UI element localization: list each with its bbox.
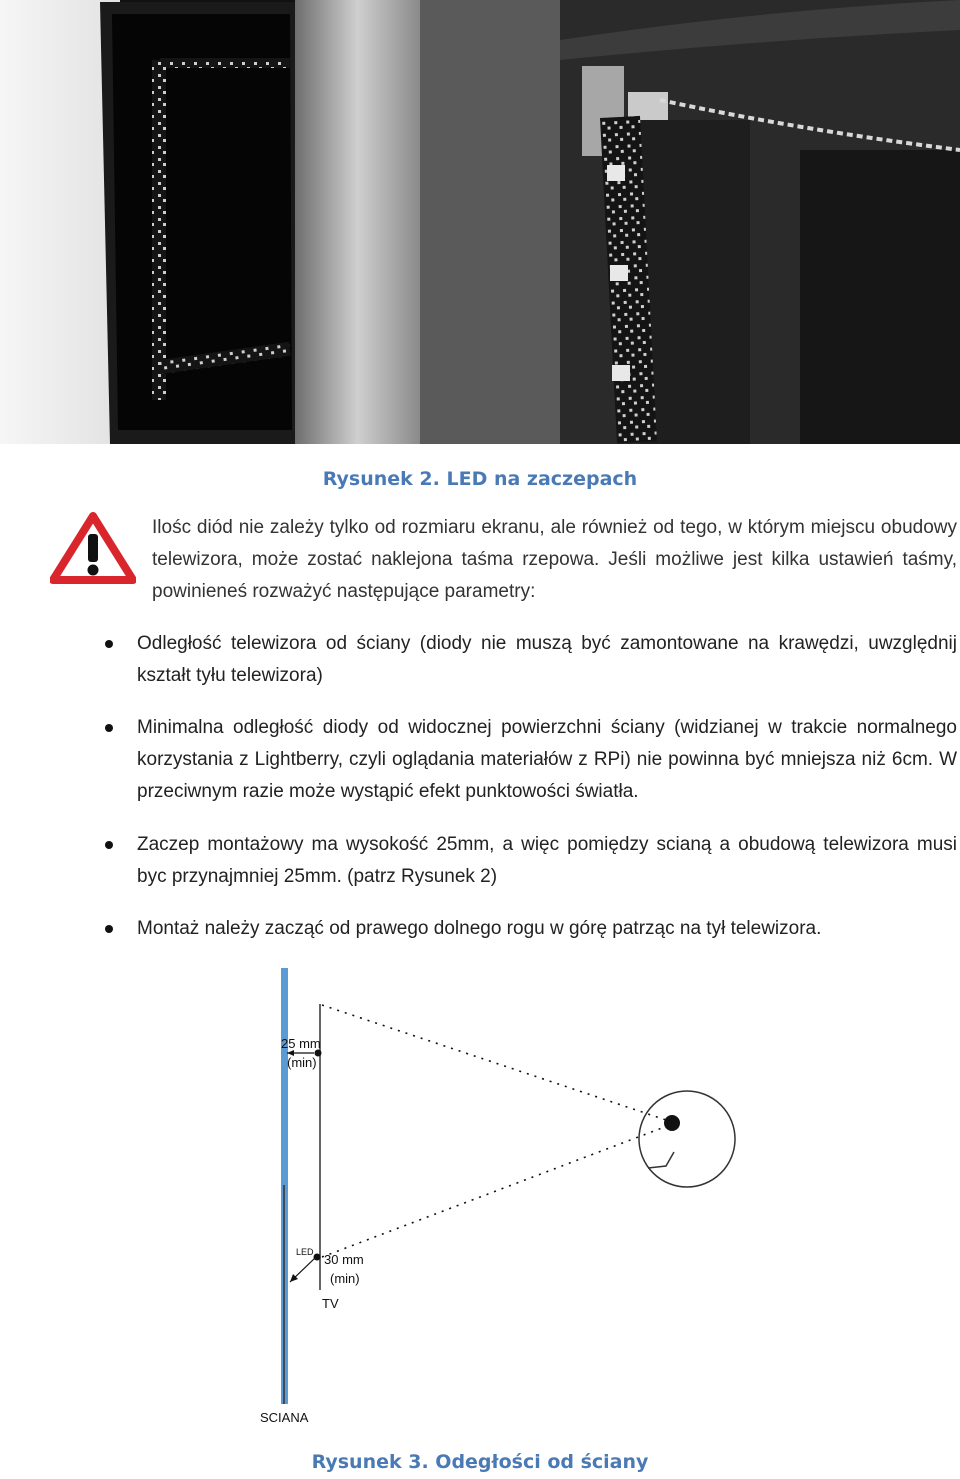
led-point [314,1254,321,1261]
led-label: LED [296,1247,314,1257]
list-item-text: Odległość telewizora od ściany (diody nie muszą być zamontowane na krawędzi, uwzględnij kształt tyłu telewizora) [137,633,957,686]
list-item-text: Minimalna odległość diody od widocznej powierzchni ściany (widzianej w trakcie normalnego korzystania z Lightberry, czyli oglądania materiałów z RPi) nie powinna być mniejsza niż 6cm. W przeciwnym razie może wystąpić efekt punktowości światła. [137,717,957,802]
bullet-icon [105,724,113,732]
list-item-text: Zaczep montażowy ma wysokość 25mm, a więc pomiędzy scianą a obudową telewizora musi byc przynajmniej 25mm. (patrz Rysunek 2) [137,834,957,887]
tv-label: TV [322,1296,339,1311]
distance-note-led: (min) [330,1271,360,1286]
distance-label-top: 25 mm [281,1036,321,1051]
viewer-head [639,1091,735,1187]
bullet-icon [105,841,113,849]
warning-triangle-icon [50,512,136,584]
viewer-eye [664,1115,680,1131]
bullet-icon [105,925,113,933]
figure-caption-led-clips: Rysunek 2. LED na zaczepach [322,468,638,490]
bullet-icon [105,640,113,648]
distance-label-led: 30 mm [324,1252,364,1267]
wall-distance-diagram [0,960,960,1440]
wall-label: SCIANA [260,1410,309,1425]
distance-note-top: (min) [287,1055,317,1070]
intro-paragraph: Ilośc diód nie zależy tylko od rozmiaru ekranu, ale również od tego, w którym miejscu obudowy telewizora, może zostać naklejona taśma rzepowa. Jeśli możliwe jest kilka ustawień taśmy, powinieneś rozważyć następujące parametry: [152,517,957,602]
figure-caption-wall-distance: Rysunek 3. Odegłości od ściany [311,1451,649,1473]
led-clips-photo [0,0,960,444]
list-item-text: Montaż należy zacząć od prawego dolnego rogu w górę patrząc na tył telewizora. [137,918,822,939]
